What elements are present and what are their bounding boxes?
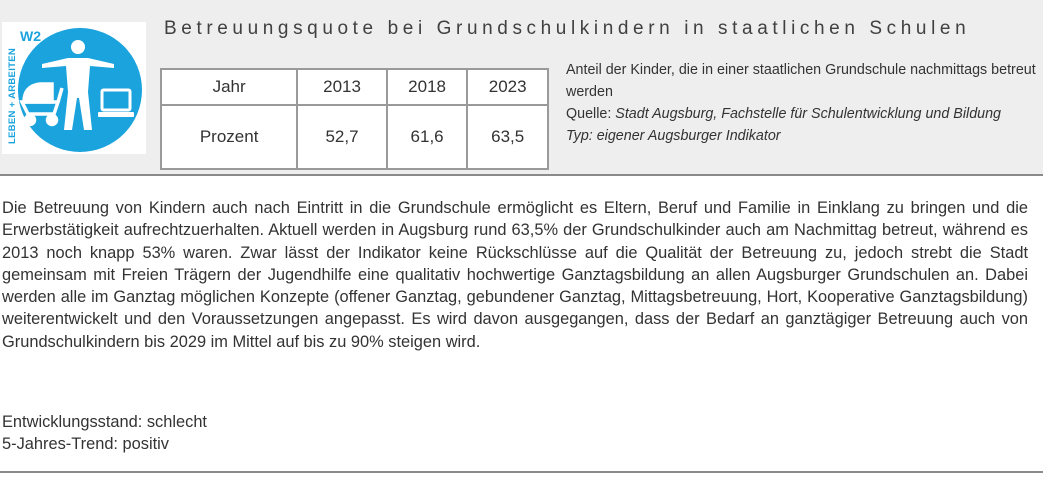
source-value: Stadt Augsburg, Fachstelle für Schulentwicklung und Bildung [615,106,1001,122]
development-status: Entwicklungsstand: schlecht [2,413,207,431]
table-header-row [161,69,548,105]
table-header-cell: Jahr [161,69,297,105]
footer-divider [0,471,1043,473]
indicator-description: Anteil der Kinder, die in einer staatlichen Grundschule nachmittags betreut werden [566,62,1036,100]
table-header-cell: 2018 [387,69,468,105]
logo [2,22,146,154]
table-cell: Prozent [161,105,297,169]
table-cell: 61,6 [387,105,468,169]
body-paragraph: Die Betreuung von Kindern auch nach Eintritt in die Grundschule ermöglicht es Eltern, Beruf und Familie in Einklang zu bringen und die Erwerbstätigkeit aufrechtzuerhalten. Aktuell werden in Augsburg rund 63,5% der Grundschulkinder auch am Nachmittag betreut, während es 2013 noch knapp 53% waren. Zwar lässt der Indikator keine Rückschlüsse auf die Qualität der Betreuung zu, jedoch strebt die Stadt gemeinsam mit Freien Trägern der Jugendhilfe eine qualitativ hochwertige Ganztagsbildung an allen Augsburger Grundschulen an. Dabei werden alle im Ganztag möglichen Konzepte (offener Ganztag, gebundener Ganztag, Mittagsbetreuung, Hort, Kooperative Ganztagsbildung) weiterentwickelt und den Voraussetzungen angepasst. Es wird davon ausgegangen, dass der Bedarf an ganztägiger Betreuung auch von Grundschulkindern bis 2029 im Mittel auf bis zu 90% steigen wird. [2,199,1028,351]
indicator-meta [566,59,1036,147]
table-cell: 52,7 [297,105,387,169]
logo-icon [2,22,146,154]
trend-status: 5-Jahres-Trend: positiv [2,435,170,454]
indicator-type: Typ: eigener Augsburger Indikator [566,128,781,144]
source-label: Quelle: [566,106,616,122]
table-header-cell: 2023 [467,69,548,105]
table-row [161,105,548,169]
table-header-cell: 2013 [297,69,387,105]
page-title: Betreuungsquote bei Grundschulkindern in staatlichen Schulen [164,18,971,39]
table-cell: 63,5 [467,105,548,169]
logo-side-text: LEBEN + ARBEITEN [7,47,18,144]
logo-code: W2 [20,28,41,44]
data-table [160,68,549,170]
indicator-source [566,103,1036,125]
header-band [0,0,1043,176]
status-block [2,411,702,456]
